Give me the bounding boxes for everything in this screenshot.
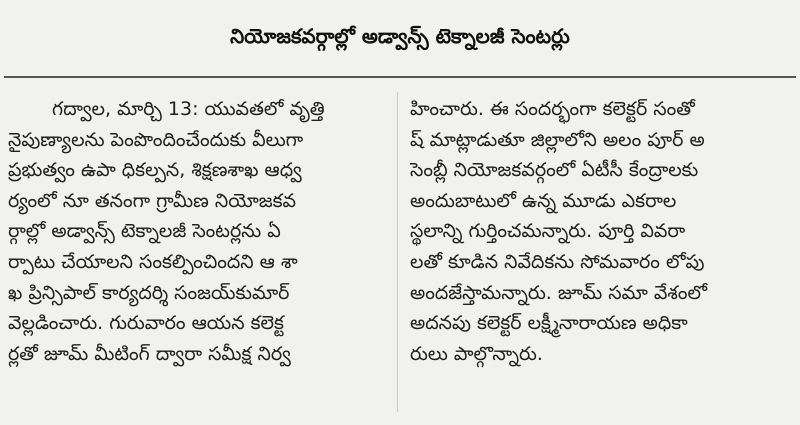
article-column-left [8,94,388,369]
text-line: ఖ ప్రిన్సిపాల్‌ కార్యదర్శి సంజయ్‌కుమార్‌ [8,281,290,304]
text-line: ర్పాటు చేయాలని సంకల్పించిందని ఆ శా [8,250,298,273]
text-line: అందుబాటులో ఉన్న మూడు ఎకరాల [410,189,677,212]
text-line: హించారు. ఈ సందర్భంగా కలెక్టర్‌ సంతో [410,98,695,120]
text-line: నైపుణ్యాలను పెంపొందించేందుకు వీలుగా [8,128,304,151]
text-line: ప్రభుత్వం ఉపా ధికల్పన, శిక్షణశాఖ ఆధ్వ [8,159,302,182]
text-line: ర్లతో జూమ్‌ మీటింగ్‌ ద్వారా సమీక్ష నిర్వ [8,342,291,365]
article-column-right [410,94,790,369]
headline-rule [4,76,796,78]
text-line: గద్వాల, మార్చి 13: యువతలో వృత్తి [52,98,325,120]
text-line: ర్యంలో నూ తనంగా గ్రామీణ నియోజకవ [8,189,297,212]
text-line: రులు పాల్గొన్నారు. [410,342,543,365]
column-divider [397,92,398,412]
headline: నియోజకవర్గాల్లో అడ్వాన్స్‌ టెక్నాలజీ సెంటర్లు [230,24,570,48]
text-line: అందజేస్తామన్నారు. జూమ్‌ సమా వేశంలో [410,281,707,304]
text-line: ష్‌ మాట్లాడుతూ జిల్లాలోని అలం పూర్‌ అ [410,128,705,151]
text-line: ర్గాల్లో అడ్వాన్స్‌ టెక్నాలజీ సెంటర్లను ఏ [8,220,281,243]
text-line: స్థలాన్ని గుర్తించమన్నారు. పూర్తి వివరా [410,220,686,243]
text-line: లతో కూడిన నివేదికను సోమవారం లోపు [410,250,705,273]
text-line: అదనపు కలెక్టర్‌ లక్ష్మీనారాయణ అధికా [410,312,688,335]
text-line: వెల్లడించారు. గురువారం ఆయన కలెక్ట [8,312,284,335]
text-line: సెంబ్లీ నియోజకవర్గంలో ఏటీసీ కేంద్రాలకు [410,159,699,182]
